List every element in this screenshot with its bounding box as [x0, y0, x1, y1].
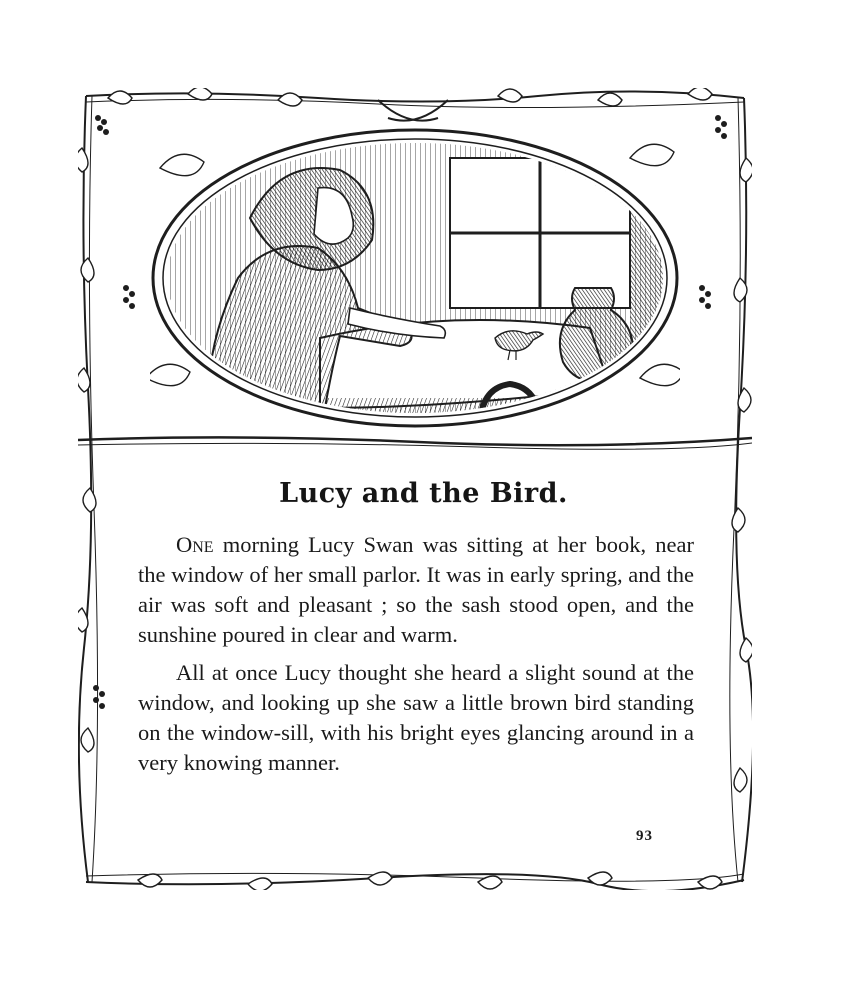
page-number: 93	[636, 828, 653, 844]
story-body	[138, 530, 694, 786]
paragraph-1	[138, 530, 694, 650]
story-title: Lucy and the Bird.	[279, 478, 568, 509]
paragraph-1-text: morning Lucy Swan was sitting at her book, near the window of her small parlor. It was in early spring, and the air was soft and pleasant ; so the sash stood open, and the sunshine poured in clear and warm.	[138, 532, 694, 647]
illustration-vignette	[150, 128, 680, 433]
paragraph-2: All at once Lucy thought she heard a slight sound at the window, and looking up she saw a little brown bird standing on the window-sill, with his bright eyes glancing around in a very knowing manner.	[138, 660, 694, 775]
paragraph-1-lead: One	[176, 532, 214, 557]
girl-and-bird-illustration	[150, 128, 680, 433]
